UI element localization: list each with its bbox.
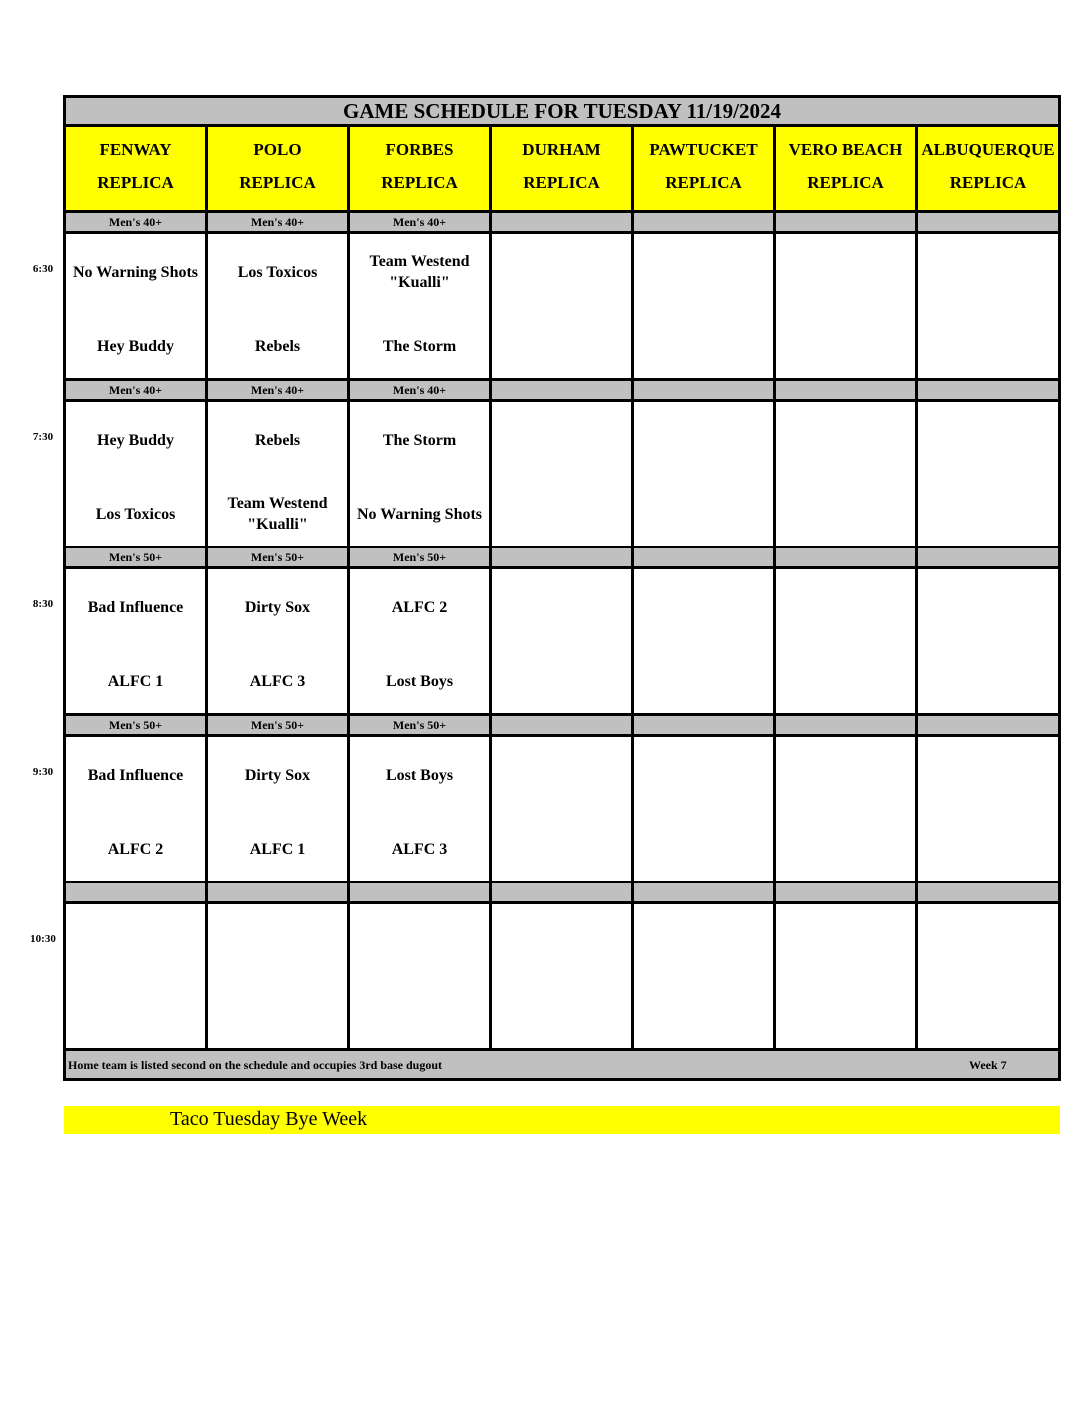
division-label: Men's 50+	[208, 716, 350, 737]
game-cell	[634, 234, 776, 381]
division-label: Men's 50+	[66, 548, 208, 569]
away-team	[496, 583, 627, 631]
division-label	[776, 381, 918, 402]
game-cell	[66, 569, 208, 716]
home-team	[70, 992, 201, 1040]
away-team: Los Toxicos	[237, 263, 318, 281]
home-team	[638, 322, 769, 370]
venue-name: POLO	[253, 140, 302, 159]
division-label: Men's 40+	[208, 213, 350, 234]
home-team: ALFC 2	[107, 840, 164, 858]
week-label: Week 7	[969, 1058, 1007, 1072]
venue-header	[66, 127, 208, 213]
away-team	[922, 583, 1054, 631]
game-cell	[776, 569, 918, 716]
away-team	[70, 918, 201, 966]
game-cell	[918, 402, 1058, 549]
home-team	[780, 992, 911, 1040]
home-team	[212, 992, 343, 1040]
division-label	[492, 381, 634, 402]
home-team	[780, 657, 911, 705]
away-team	[638, 416, 769, 464]
game-cell	[634, 402, 776, 549]
away-team: Rebels	[254, 431, 301, 449]
home-team	[638, 490, 769, 538]
away-team: No Warning Shots	[72, 263, 199, 281]
division-label	[634, 213, 776, 234]
home-team	[638, 825, 769, 873]
away-team	[780, 751, 911, 799]
bye-week-text: Taco Tuesday Bye Week	[170, 1108, 368, 1130]
game-cell	[918, 737, 1058, 884]
venue-header	[492, 127, 634, 213]
division-label	[918, 716, 1058, 737]
game-cell	[918, 904, 1058, 1051]
game-cell	[208, 402, 350, 549]
home-team: ALFC 3	[391, 840, 448, 858]
away-team	[780, 416, 911, 464]
away-team	[638, 751, 769, 799]
division-label	[918, 213, 1058, 234]
home-team	[496, 657, 627, 705]
away-team: Lost Boys	[385, 766, 454, 784]
division-label	[66, 883, 208, 904]
away-team: Bad Influence	[87, 598, 184, 616]
division-label	[492, 213, 634, 234]
home-team: Lost Boys	[385, 672, 454, 690]
division-label	[634, 381, 776, 402]
venue-header	[208, 127, 350, 213]
game-cell	[350, 569, 492, 716]
division-label: Men's 40+	[208, 381, 350, 402]
division-label: Men's 50+	[66, 716, 208, 737]
game-cell	[350, 234, 492, 381]
division-label: Men's 50+	[350, 716, 492, 737]
game-cell	[634, 904, 776, 1051]
venue-header	[918, 127, 1058, 213]
game-cell	[776, 904, 918, 1051]
division-label	[776, 213, 918, 234]
game-cell	[776, 402, 918, 549]
away-team: Bad Influence	[87, 766, 184, 784]
home-team: ALFC 1	[249, 840, 306, 858]
venue-name: DURHAM	[522, 140, 601, 159]
home-team: ALFC 1	[107, 672, 164, 690]
venue-header	[776, 127, 918, 213]
game-cell	[492, 234, 634, 381]
venue-subtitle: REPLICA	[381, 173, 458, 192]
game-cell	[492, 569, 634, 716]
venue-name: VERO BEACH	[788, 140, 903, 159]
division-label	[492, 548, 634, 569]
schedule-table	[63, 95, 1061, 1081]
home-team: The Storm	[382, 337, 457, 355]
home-team	[922, 657, 1054, 705]
division-label	[634, 548, 776, 569]
home-team: ALFC 3	[249, 672, 306, 690]
venue-subtitle: REPLICA	[97, 173, 174, 192]
away-team: ALFC 2	[391, 598, 448, 616]
home-team-note: Home team is listed second on the schedule and occupies 3rd base dugout	[68, 1058, 443, 1072]
venue-header	[634, 127, 776, 213]
game-cell	[66, 904, 208, 1051]
home-team	[922, 490, 1054, 538]
time-label: 9:30	[32, 766, 54, 778]
venue-subtitle: REPLICA	[807, 173, 884, 192]
game-cell	[776, 737, 918, 884]
venue-header	[350, 127, 492, 213]
division-label	[776, 883, 918, 904]
game-cell	[634, 737, 776, 884]
home-team	[638, 657, 769, 705]
home-team: Team Westend "Kualli"	[227, 495, 328, 533]
away-team	[922, 751, 1054, 799]
away-team	[496, 918, 627, 966]
game-cell	[66, 737, 208, 884]
game-cell	[634, 569, 776, 716]
game-cell	[492, 402, 634, 549]
home-team	[780, 322, 911, 370]
game-cell	[208, 234, 350, 381]
venue-name: FENWAY	[99, 140, 172, 159]
bye-week-banner	[64, 1106, 1060, 1134]
division-label: Men's 50+	[208, 548, 350, 569]
away-team	[496, 416, 627, 464]
division-label	[634, 716, 776, 737]
away-team	[496, 248, 627, 296]
away-team	[354, 918, 485, 966]
footer-bar	[66, 1051, 1058, 1078]
home-team: Rebels	[254, 337, 301, 355]
home-team	[496, 992, 627, 1040]
game-cell	[492, 737, 634, 884]
game-cell	[66, 402, 208, 549]
game-cell	[918, 234, 1058, 381]
away-team: The Storm	[382, 431, 457, 449]
home-team	[496, 490, 627, 538]
game-cell	[492, 904, 634, 1051]
division-label: Men's 50+	[350, 548, 492, 569]
home-team: No Warning Shots	[356, 505, 483, 523]
away-team	[212, 918, 343, 966]
away-team: Dirty Sox	[244, 598, 311, 616]
away-team	[780, 918, 911, 966]
division-label	[918, 548, 1058, 569]
game-cell	[350, 402, 492, 549]
away-team	[922, 248, 1054, 296]
division-label	[634, 883, 776, 904]
division-label	[208, 883, 350, 904]
away-team: Team Westend "Kualli"	[369, 253, 470, 291]
division-label: Men's 40+	[350, 381, 492, 402]
game-cell	[208, 737, 350, 884]
game-cell	[350, 904, 492, 1051]
away-team	[638, 248, 769, 296]
time-label: 8:30	[32, 598, 54, 610]
venue-subtitle: REPLICA	[665, 173, 742, 192]
division-label: Men's 40+	[66, 381, 208, 402]
division-label	[492, 883, 634, 904]
home-team	[638, 992, 769, 1040]
away-team	[638, 918, 769, 966]
division-label	[918, 883, 1058, 904]
away-team: Dirty Sox	[244, 766, 311, 784]
game-cell	[918, 569, 1058, 716]
away-team	[922, 918, 1054, 966]
division-label	[776, 548, 918, 569]
home-team	[780, 825, 911, 873]
game-cell	[776, 234, 918, 381]
away-team	[780, 248, 911, 296]
division-label	[350, 883, 492, 904]
home-team: Los Toxicos	[95, 505, 176, 523]
home-team: Hey Buddy	[97, 337, 174, 355]
division-label	[492, 716, 634, 737]
venue-subtitle: REPLICA	[949, 173, 1027, 192]
home-team	[922, 992, 1054, 1040]
division-label: Men's 40+	[350, 213, 492, 234]
venue-subtitle: REPLICA	[523, 173, 600, 192]
home-team	[354, 992, 485, 1040]
home-team	[496, 825, 627, 873]
home-team	[922, 322, 1054, 370]
away-team	[638, 583, 769, 631]
time-label: 7:30	[32, 431, 54, 443]
game-cell	[350, 737, 492, 884]
venue-subtitle: REPLICA	[239, 173, 316, 192]
time-label: 6:30	[32, 263, 54, 275]
venue-name: FORBES	[385, 140, 454, 159]
time-label: 10:30	[30, 933, 56, 945]
division-label: Men's 40+	[66, 213, 208, 234]
division-label	[776, 716, 918, 737]
home-team	[922, 825, 1054, 873]
game-cell	[208, 569, 350, 716]
venue-name: PAWTUCKET	[649, 140, 758, 159]
away-team	[496, 751, 627, 799]
division-label	[918, 381, 1058, 402]
away-team	[922, 416, 1054, 464]
home-team	[496, 322, 627, 370]
game-cell	[66, 234, 208, 381]
away-team	[780, 583, 911, 631]
away-team: Hey Buddy	[97, 431, 174, 449]
schedule-title: GAME SCHEDULE FOR TUESDAY 11/19/2024	[66, 98, 1058, 127]
home-team	[780, 490, 911, 538]
game-cell	[208, 904, 350, 1051]
venue-name: ALBUQUERQUE	[921, 140, 1055, 159]
